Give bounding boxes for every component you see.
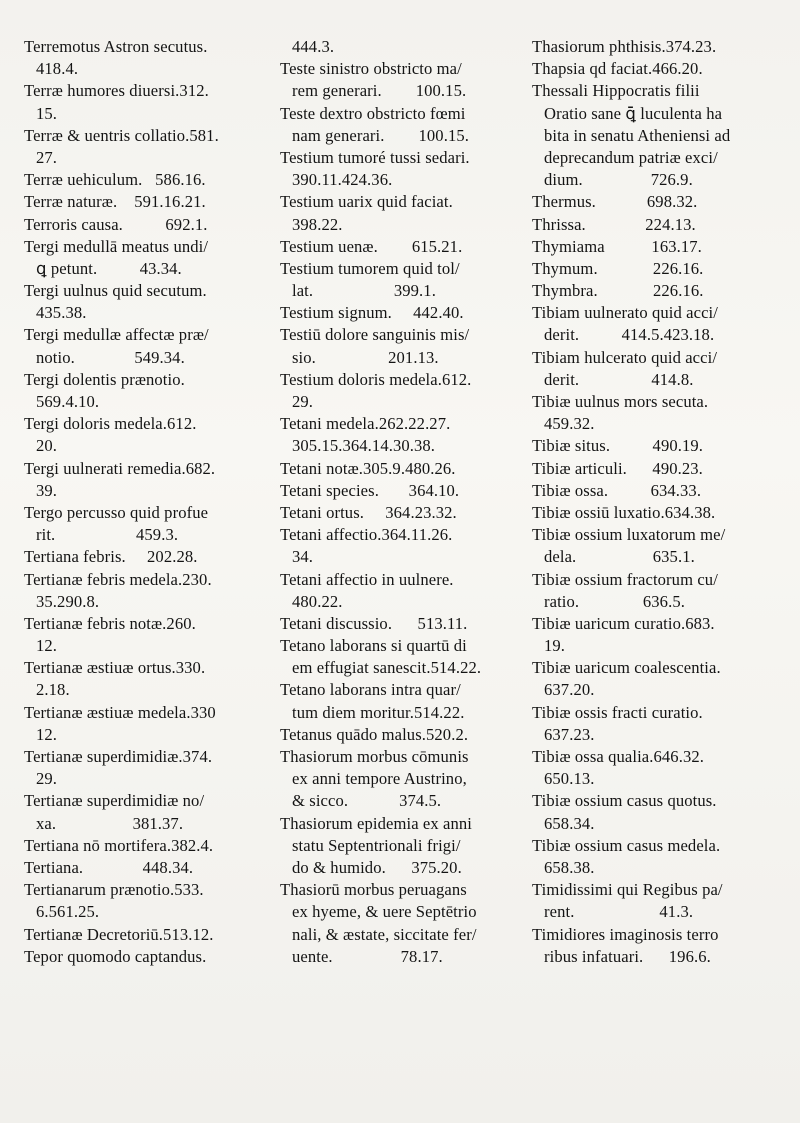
index-line: Testium uenæ. 615.21.	[280, 236, 463, 256]
index-line: Terræ naturæ. 591.16.21.	[24, 192, 206, 212]
index-line: Thessali Hippocratis filii	[532, 81, 700, 101]
index-line: Thasiorum phthisis.374.23.	[532, 37, 717, 56]
index-line: Tibiæ ossa qualia.646.32.	[532, 747, 704, 766]
index-line: Tetanus quādo malus.520.2.	[280, 724, 469, 744]
index-line: bita in senatu Atheniensi ad	[544, 125, 731, 145]
index-line: Tibiæ uulnus mors secuta.	[532, 392, 709, 411]
index-line: Tetani medela.262.22.27.	[280, 414, 451, 434]
index-line: Tetani notæ.305.9.480.26.	[280, 458, 456, 478]
index-line: Tergi medullæ affectæ præ/	[24, 325, 209, 345]
index-line: Tibiæ uaricum curatio.683.	[532, 613, 715, 633]
index-line: Testium doloris medela.612.	[280, 369, 472, 389]
index-line: Thrissa. 224.13.	[532, 214, 696, 234]
index-line: rent. 41.3.	[544, 902, 694, 922]
index-line: 658.38.	[544, 857, 595, 877]
index-line: Tertianæ æstiuæ medela.330	[24, 702, 216, 722]
index-line: Teste dextro obstricto fœmi	[280, 103, 466, 123]
index-line: Tergi uulnus quid secutum.	[24, 281, 207, 301]
index-line: Tetano laborans intra quar/	[280, 680, 461, 700]
index-line: Tetani discussio. 513.11.	[280, 613, 468, 633]
index-line: & sicco. 374.5.	[292, 791, 442, 811]
index-column-1	[24, 36, 271, 968]
index-line: ribus infatuari. 196.6.	[544, 946, 711, 966]
index-line: Thasiorum epidemia ex anni	[280, 813, 472, 833]
index-line: Tertiana febris. 202.28.	[24, 547, 198, 567]
index-line: ratio. 636.5.	[544, 591, 685, 611]
index-line: Tibiæ ossis fracti curatio.	[532, 702, 703, 722]
index-line: Tibiæ ossiū luxatio.634.38.	[532, 502, 716, 522]
index-line: Testium tumorem quid tol/	[280, 258, 460, 278]
index-line: 418.4.	[36, 59, 79, 79]
index-line: Terræ humores diuersi.312.	[24, 81, 209, 101]
index-line: 637.20.	[544, 680, 595, 700]
index-line: do & humido. 375.20.	[292, 857, 462, 877]
index-line: Timidissimi qui Regibus pa/	[532, 880, 723, 900]
index-line: tum diem moritur.514.22.	[292, 702, 465, 722]
index-line: 27.	[36, 147, 58, 167]
index-line: Tertianæ febris notæ.260.	[24, 613, 196, 633]
index-line: Tibiæ ossa. 634.33.	[532, 480, 702, 500]
index-line: Thymum. 226.16.	[532, 258, 704, 278]
index-line: 569.4.10.	[36, 392, 100, 411]
index-line: 658.34.	[544, 813, 595, 833]
index-line: 20.	[36, 436, 58, 456]
index-line: 2.18.	[36, 680, 70, 700]
index-line: Testium signum. 442.40.	[280, 303, 464, 323]
index-line: Tertianæ æstiuæ ortus.330.	[24, 658, 206, 678]
index-line: nam generari. 100.15.	[292, 125, 469, 145]
index-line: Tibiæ ossium casus medela.	[532, 835, 721, 855]
index-line: 12.	[36, 636, 58, 656]
index-line: Tibiæ ossium fractorum cu/	[532, 569, 718, 589]
index-line: nali, & æstate, siccitate fer/	[292, 924, 477, 944]
index-line: statu Septentrionali frigi/	[292, 835, 461, 855]
index-line: 444.3.	[292, 37, 335, 56]
index-line: 435.38.	[36, 303, 87, 323]
index-line: Timidiores imaginosis terro	[532, 924, 719, 944]
index-line: 19.	[544, 636, 566, 656]
index-line: Terræ & uentris collatio.581.	[24, 125, 219, 145]
index-line: lat. 399.1.	[292, 281, 436, 301]
index-line: Tepor quomodo captandus.	[24, 946, 207, 966]
index-line: Teste sinistro obstricto ma/	[280, 59, 462, 79]
index-line: rit. 459.3.	[36, 525, 179, 545]
index-line: 398.22.	[292, 214, 343, 234]
index-line: Testiū dolore sanguinis mis/	[280, 325, 470, 345]
index-line: 15.	[36, 103, 58, 123]
index-line: 305.15.364.14.30.38.	[292, 436, 436, 456]
index-line: Terroris causa. 692.1.	[24, 214, 208, 234]
index-line: Terremotus Astron secutus.	[24, 37, 208, 56]
index-line: Thymiama 163.17.	[532, 236, 702, 256]
index-line: Tertiana. 448.34.	[24, 857, 194, 877]
index-line: Thymbra. 226.16.	[532, 281, 704, 301]
index-line: Tertianarum prænotio.533.	[24, 880, 204, 900]
index-line: ꝗ petunt. 43.34.	[36, 258, 182, 278]
index-line: 637.23.	[544, 724, 595, 744]
index-line: 459.32.	[544, 414, 595, 434]
index-line: 650.13.	[544, 769, 595, 789]
index-line: ex anni tempore Austrino,	[292, 769, 467, 789]
index-line: sio. 201.13.	[292, 347, 439, 367]
index-line: Tetani species. 364.10.	[280, 480, 460, 500]
index-line: deprecandum patriæ exci/	[544, 147, 718, 167]
index-line: Terræ uehiculum. 586.16.	[24, 170, 206, 190]
index-line: Tertianæ febris medela.230.	[24, 569, 212, 589]
index-line: 480.22.	[292, 591, 343, 611]
index-line: 29.	[36, 769, 58, 789]
index-line: 12.	[36, 724, 58, 744]
index-line: Tetano laborans si quartū di	[280, 636, 467, 656]
index-line: Tibiæ ossium casus quotus.	[532, 791, 717, 811]
index-line: Thapsia qd faciat.466.20.	[532, 59, 703, 79]
index-line: Thermus. 698.32.	[532, 192, 698, 212]
index-line: 6.561.25.	[36, 902, 100, 922]
index-line: Tertiana nō mortifera.382.4.	[24, 835, 214, 855]
index-line: Thasiorum morbus cōmunis	[280, 747, 469, 766]
index-line: 39.	[36, 480, 58, 500]
index-line: Tergo percusso quid profue	[24, 502, 209, 522]
index-line: Testium uarix quid faciat.	[280, 192, 453, 212]
index-line: Tergi medullā meatus undi/	[24, 236, 209, 256]
index-line: Tetani affectio in uulnere.	[280, 569, 454, 589]
index-line: Testium tumoré tussi sedari.	[280, 147, 470, 167]
index-line: ex hyeme, & uere Septētrio	[292, 902, 477, 922]
index-line: derit. 414.8.	[544, 369, 694, 389]
index-line: Oratio sane ꝗ̄ luculenta ha	[544, 103, 723, 123]
index-line: rem generari. 100.15.	[292, 81, 467, 101]
index-line: Tibiam uulnerato quid acci/	[532, 303, 718, 323]
index-line: Tibiæ ossium luxatorum me/	[532, 525, 726, 545]
index-line: 35.290.8.	[36, 591, 100, 611]
index-line: uente. 78.17.	[292, 946, 443, 966]
index-line: 34.	[292, 547, 314, 567]
index-line: Tibiæ uaricum coalescentia.	[532, 658, 721, 678]
index-line: dium. 726.9.	[544, 170, 693, 190]
index-line: xa. 381.37.	[36, 813, 184, 833]
index-line: Tergi doloris medela.612.	[24, 414, 197, 434]
index-line: Tibiæ articuli. 490.23.	[532, 458, 703, 478]
index-line: notio. 549.34.	[36, 347, 185, 367]
index-line: Tertianæ Decretoriū.513.12.	[24, 924, 214, 944]
index-line: Tertianæ superdimidiæ.374.	[24, 747, 213, 766]
index-line: dela. 635.1.	[544, 547, 695, 567]
index-line: Tertianæ superdimidiæ no/	[24, 791, 205, 811]
index-line: em effugiat sanescit.514.22.	[292, 658, 482, 678]
index-column-3	[532, 36, 775, 968]
index-line: Tetani ortus. 364.23.32.	[280, 502, 457, 522]
index-line: derit. 414.5.423.18.	[544, 325, 715, 345]
index-line: Tetani affectio.364.11.26.	[280, 525, 453, 545]
index-line: Tibiam hulcerato quid acci/	[532, 347, 718, 367]
index-column-2	[280, 36, 516, 968]
index-line: Tibiæ situs. 490.19.	[532, 436, 704, 456]
index-line: Tergi dolentis prænotio.	[24, 369, 185, 389]
index-line: Tergi uulnerati remedia.682.	[24, 458, 216, 478]
index-line: Thasiorū morbus peruagans	[280, 880, 467, 900]
index-line: 390.11.424.36.	[292, 170, 393, 190]
index-line: 29.	[292, 392, 314, 411]
